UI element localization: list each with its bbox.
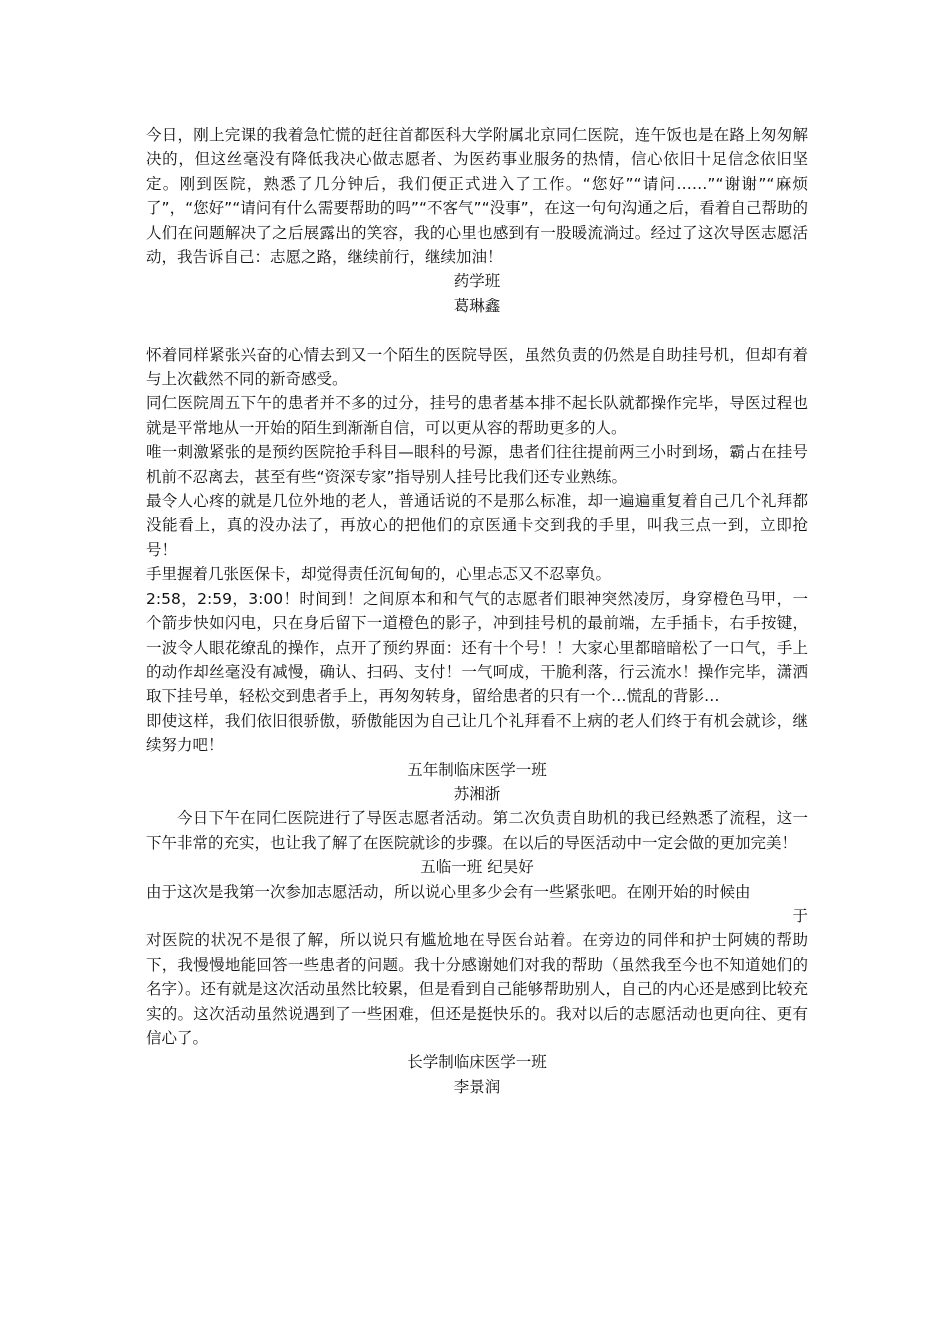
paragraph: 手里握着几张医保卡，却觉得责任沉甸甸的，心里忐忑又不忍辜负。 [146, 565, 612, 584]
class-name: 长学制临床医学一班 [407, 1053, 547, 1072]
paragraph: 2:58，2:59，3:00！时间到！之间原本和和气气的志愿者们眼神突然凌厉，身穿橙色马甲，一个箭步快如闪电，只在身后留下一道橙色的影子，冲到挂号机的最前端，左手插卡，右手按键，一波令人眼花缭乱的操作，点开了预约界面：还有十个号！！大家心里都暗暗松了一口气，手上的动作却丝毫没有减慢，确认、扫码、支付！一气呵成，干脆利落，行云流水！操作完毕，潇洒取下挂号单，轻松交到患者手上，再匆匆转身，留给患者的只有一个…慌乱的背影… [146, 589, 808, 706]
paragraph: 即使这样，我们依旧很骄傲，骄傲能因为自己让几个礼拜看不上病的老人们终于有机会就诊，继续努力吧！ [146, 711, 808, 755]
class-name: 五年制临床医学一班 [407, 760, 547, 779]
paragraph: 今日，刚上完课的我着急忙慌的赶往首都医科大学附属北京同仁医院，连午饭也是在路上匆匆解决的，但这丝毫没有降低我决心做志愿者、为医药事业服务的热情，信心依旧十足信念依旧坚定。刚到医院，熟悉了几分钟后，我们便正式进入了工作。“您好”“请问……”“谢谢”“麻烦了”，“您好”“请问有什么需要帮助的吗”“不客气”“没事”，在这一句句沟通之后，看着自己帮助的人们在问题解决了之后展露出的笑容，我的心里也感到有一股暖流淌过。经过了这次导医志愿活动，我告诉自己：志愿之路，继续前行，继续加油！ [146, 126, 808, 267]
paragraph: 最令人心疼的就是几位外地的老人，普通话说的不是那么标准，却一遍遍重复着自己几个礼拜都没能看上，真的没办法了，再放心的把他们的京医通卡交到我的手里，叫我三点一到，立即抢号！ [146, 492, 808, 559]
document-body [146, 123, 808, 1099]
paragraph: 对医院的状况不是很了解，所以说只有尴尬地在导医台站着。在旁边的同伴和护士阿姨的帮助下，我慢慢地能回答一些患者的问题。我十分感谢她们对我的帮助（虽然我至今也不知道她们的名字）。还有就是这次活动虽然比较累，但是看到自己能够帮助别人，自己的内心还是感到比较充实的。这次活动虽然说遇到了一些困难，但还是挺快乐的。我对以后的志愿活动也更向往、更有信心了。 [146, 931, 808, 1047]
paragraph: 怀着同样紧张兴奋的心情去到又一个陌生的医院导医，虽然负责的仍然是自助挂号机，但却有着与上次截然不同的新奇感受。 [146, 345, 808, 389]
author-name: 葛琳鑫 [453, 296, 501, 315]
class-author-line: 五临一班 纪昊好 [420, 858, 534, 877]
stray-character: 于 [792, 906, 808, 925]
paragraph: 同仁医院周五下午的患者并不多的过分，挂号的患者基本排不起长队就都操作完毕，导医过程也就是平常地从一开始的陌生到渐渐自信，可以更从容的帮助更多的人。 [146, 394, 808, 437]
author-name: 苏湘浙 [453, 784, 501, 803]
class-name: 药学班 [453, 272, 501, 291]
author-name: 李景润 [453, 1077, 501, 1096]
paragraph: 由于这次是我第一次参加志愿活动，所以说心里多少会有一些紧张吧。在刚开始的时候由 [146, 882, 751, 901]
paragraph: 唯一刺激紧张的是预约医院抢手科目—眼科的号源，患者们往往提前两三小时到场，霸占在挂号机前不忍离去，甚至有些“资深专家”指导别人挂号比我们还专业熟练。 [146, 443, 808, 486]
paragraph: 今日下午在同仁医院进行了导医志愿者活动。第二次负责自助机的我已经熟悉了流程，这一下午非常的充实，也让我了解了在医院就诊的步骤。在以后的导医活动中一定会做的更加完美！ [146, 809, 808, 852]
blank-line [146, 318, 808, 342]
